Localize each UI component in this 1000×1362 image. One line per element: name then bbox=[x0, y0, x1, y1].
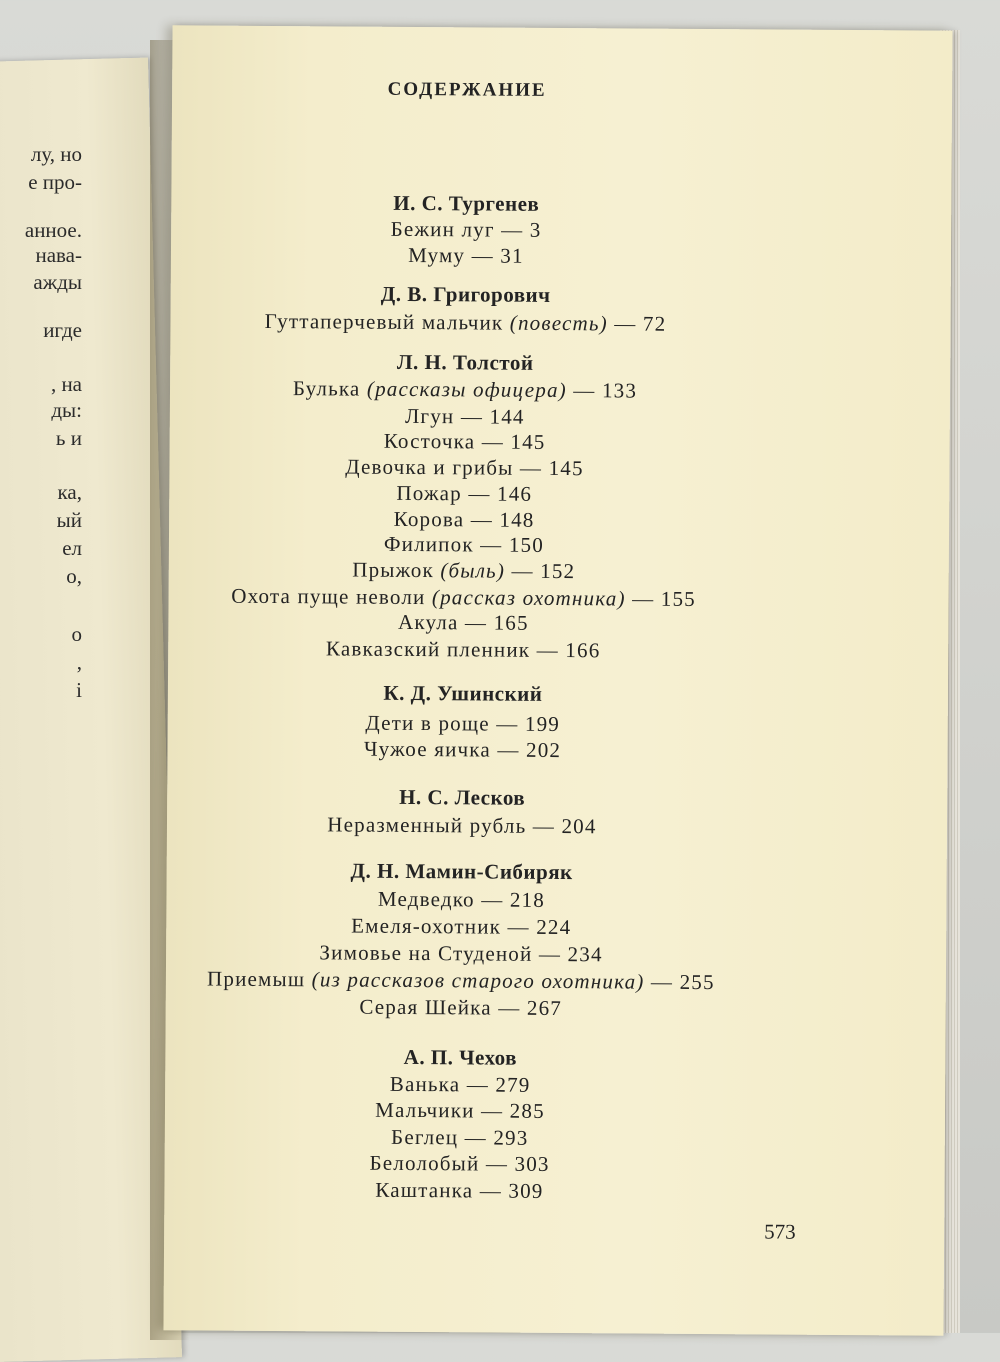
toc-entry-title: Корова bbox=[393, 506, 465, 532]
toc-entry-page: 309 bbox=[508, 1178, 544, 1203]
toc-entry: Прыжок (быль) — 152 bbox=[352, 557, 576, 584]
toc-entry: Корова — 148 bbox=[393, 506, 535, 532]
toc-entry-page: 204 bbox=[561, 814, 597, 839]
toc-entry: Гуттаперчевый мальчик (повесть) — 72 bbox=[264, 308, 667, 336]
toc-entry-page: 293 bbox=[493, 1125, 529, 1150]
toc-entry-title: Емеля-охотник bbox=[351, 913, 502, 939]
toc-entry-title: Охота пуще неволи bbox=[231, 583, 426, 610]
toc-entry: Медведко — 218 bbox=[377, 886, 546, 912]
toc-entry-title: Филипок bbox=[383, 531, 474, 557]
toc-entry: Неразменный рубль — 204 bbox=[327, 812, 597, 839]
toc-entry-page: 303 bbox=[514, 1151, 550, 1176]
left-page-fragment: о bbox=[71, 622, 82, 646]
toc-entry-title: Приемыш bbox=[206, 966, 306, 992]
toc-entry-page: 234 bbox=[567, 942, 603, 967]
toc-entry-page: 72 bbox=[642, 311, 667, 336]
toc-entry-page: 3 bbox=[529, 217, 542, 242]
toc-entry-title: Чужое яичка bbox=[363, 736, 492, 762]
toc-entry: Дети в роще — 199 bbox=[365, 710, 561, 737]
left-page-fragment: і bbox=[76, 678, 82, 702]
toc-entry-title: Булька bbox=[292, 376, 361, 401]
toc-entry: Девочка и грибы — 145 bbox=[345, 454, 584, 481]
toc-entry-title: Гуттаперчевый мальчик bbox=[264, 308, 504, 335]
toc-entry: Пожар — 146 bbox=[396, 480, 533, 506]
toc-entry-title: Акула bbox=[397, 609, 459, 635]
toc-entry: Акула — 165 bbox=[397, 609, 529, 635]
left-page-fragment: лу, но bbox=[30, 142, 82, 166]
toc-entry: Кавказский пленник — 166 bbox=[325, 636, 601, 663]
toc-entry: Охота пуще неволи (рассказ охотника) — 155 bbox=[231, 583, 696, 611]
toc-entry-page: 155 bbox=[660, 586, 696, 611]
toc-entry: Серая Шейка — 267 bbox=[359, 994, 563, 1021]
left-page-fragment: е про- bbox=[28, 170, 82, 194]
toc-entry: Чужое яичка — 202 bbox=[363, 736, 562, 763]
toc-author: Н. С. Лесков bbox=[399, 784, 526, 810]
toc-entry-title: Бежин луг bbox=[390, 216, 495, 242]
toc-entry: Каштанка — 309 bbox=[375, 1177, 544, 1203]
left-page-fragment: ка, bbox=[57, 480, 82, 504]
toc-entry-title: Неразменный рубль bbox=[327, 812, 527, 838]
toc-entry: Емеля-охотник — 224 bbox=[351, 913, 572, 940]
toc-entry: Бежин луг — 3 bbox=[390, 216, 542, 242]
toc-entry-page: 148 bbox=[499, 507, 535, 532]
toc-author: Д. Н. Мамин-Сибиряк bbox=[350, 858, 573, 885]
toc-entry-page: 31 bbox=[500, 243, 524, 268]
toc-entry-page: 255 bbox=[679, 969, 715, 995]
left-page-fragment: ь и bbox=[55, 426, 82, 450]
toc-entry-title: Зимовье на Студеной bbox=[319, 940, 533, 966]
toc-entry: Зимовье на Студеной — 234 bbox=[319, 940, 603, 967]
toc-entry: Косточка — 145 bbox=[383, 428, 546, 454]
toc-entry-page: 285 bbox=[509, 1098, 545, 1123]
toc-entry-page: 279 bbox=[495, 1072, 531, 1097]
toc-entry-title: Пожар bbox=[396, 480, 463, 506]
toc-entry-note: (повесть) bbox=[509, 310, 608, 336]
toc-entry-page: 202 bbox=[525, 737, 562, 763]
toc-entry-page: 166 bbox=[565, 638, 601, 663]
toc-entry-page: 199 bbox=[524, 711, 561, 737]
toc-entry-note: (из рассказов старого охотника) bbox=[311, 967, 645, 994]
toc-entry: Булька (рассказы офицера) — 133 bbox=[292, 376, 638, 403]
toc-entry-title: Беглец bbox=[391, 1124, 459, 1150]
toc-entry-title: Кавказский пленник bbox=[325, 636, 531, 662]
toc-entry-title: Лгун bbox=[404, 403, 455, 429]
left-page-fragment: ый bbox=[56, 508, 82, 532]
left-page-fragment: игде bbox=[43, 318, 82, 342]
left-page-fragment: анное. bbox=[24, 218, 82, 242]
toc-entry-page: 150 bbox=[508, 532, 545, 557]
toc-entry: Белолобый — 303 bbox=[369, 1150, 550, 1176]
left-page-fragment: ды: bbox=[51, 398, 82, 422]
table-of-contents bbox=[173, 25, 953, 1244]
toc-entry-page: 267 bbox=[526, 995, 563, 1021]
toc-entry: Приемыш (из рассказов старого охотника) — 255 bbox=[206, 966, 715, 995]
toc-author: А. П. Чехов bbox=[403, 1044, 518, 1070]
toc-entry-title: Серая Шейка bbox=[359, 994, 492, 1020]
toc-entry: Ванька — 279 bbox=[389, 1071, 531, 1097]
toc-author: Д. В. Григорович bbox=[380, 281, 551, 307]
toc-entry-title: Каштанка bbox=[375, 1177, 474, 1203]
toc-entry: Лгун — 144 bbox=[404, 403, 525, 429]
toc-entry-page: 165 bbox=[493, 610, 529, 635]
left-page-fragment: ажды bbox=[33, 270, 82, 294]
toc-author: К. Д. Ушинский bbox=[383, 680, 543, 706]
toc-entry-page: 218 bbox=[509, 887, 546, 912]
toc-entry-page: 145 bbox=[510, 429, 546, 454]
toc-entry-title: Белолобый bbox=[369, 1150, 480, 1176]
toc-entry-title: Девочка и грибы bbox=[345, 454, 514, 480]
toc-entry-title: Мальчики bbox=[375, 1097, 475, 1123]
toc-entry: Филипок — 150 bbox=[383, 531, 545, 557]
toc-entry-title: Прыжок bbox=[352, 557, 435, 583]
toc-entry-page: 224 bbox=[536, 914, 572, 940]
toc-entry-page: 145 bbox=[548, 455, 584, 481]
toc-entry-title: Косточка bbox=[383, 428, 476, 454]
left-page-fragment: нава- bbox=[35, 243, 82, 267]
page-number: 573 bbox=[764, 1219, 796, 1244]
toc-entry: Мальчики — 285 bbox=[375, 1097, 545, 1123]
toc-entry-title: Ванька bbox=[389, 1071, 461, 1097]
toc-title: СОДЕРЖАНИЕ bbox=[387, 78, 547, 101]
toc-entry-page: 152 bbox=[540, 558, 576, 584]
toc-entry-note: (рассказ охотника) bbox=[431, 585, 626, 611]
toc-author: Л. Н. Толстой bbox=[396, 349, 534, 375]
left-page-fragment: , на bbox=[50, 372, 82, 396]
toc-author: И. С. Тургенев bbox=[393, 190, 540, 216]
toc-entry-page: 144 bbox=[489, 404, 525, 429]
left-page-fragment: ел bbox=[62, 536, 82, 560]
toc-entry-title: Медведко bbox=[377, 886, 475, 912]
left-page-fragment: о, bbox=[66, 564, 82, 588]
toc-entry-note: (быль) bbox=[440, 558, 506, 583]
toc-entry-page: 133 bbox=[601, 378, 638, 403]
toc-entry: Беглец — 293 bbox=[391, 1124, 529, 1150]
toc-entry-page: 146 bbox=[496, 481, 533, 506]
toc-entry-title: Дети в роще bbox=[365, 710, 490, 736]
left-page-fragment: , bbox=[76, 650, 82, 674]
toc-entry-title: Муму bbox=[408, 242, 466, 268]
toc-entry: Муму — 31 bbox=[408, 242, 524, 268]
right-page bbox=[163, 25, 952, 1335]
toc-entry-note: (рассказы офицера) bbox=[366, 376, 567, 403]
